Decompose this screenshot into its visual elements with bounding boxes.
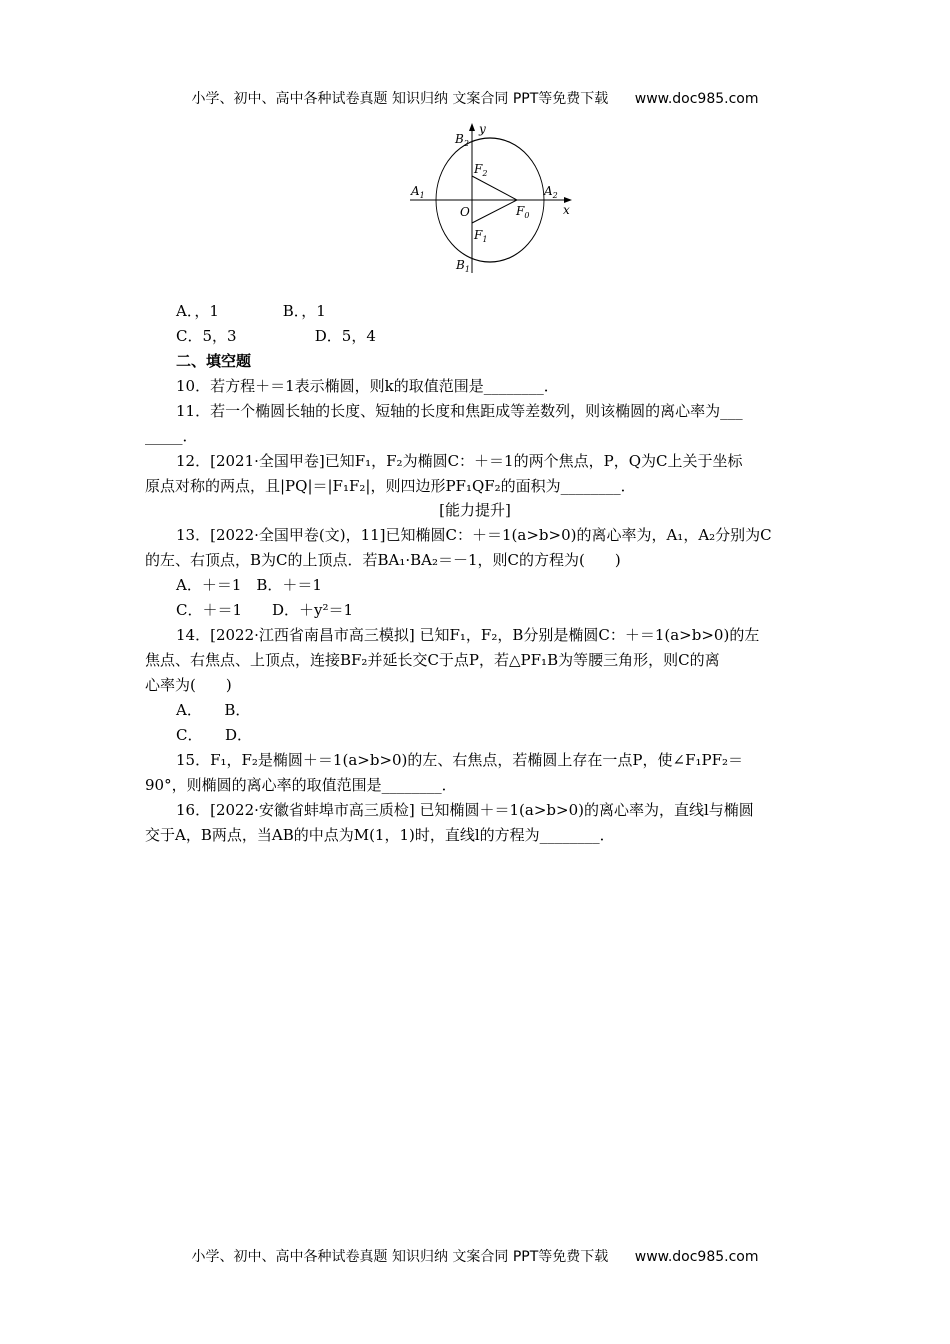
label-b2: $B_2$ — [455, 132, 469, 148]
header-url[interactable]: www.doc985.com — [634, 91, 759, 107]
label-a2: $A_2$ — [544, 184, 558, 200]
label-a1: $A_1$ — [411, 184, 425, 200]
label-b1: $B_1$ — [456, 258, 470, 274]
q9-option-d: D．5，4 — [314, 327, 376, 345]
q13-options-row1: A．＋＝1 B．＋＝1 — [176, 576, 322, 594]
q9-options-row2 — [176, 326, 376, 346]
q14-line3: 心率为( ) — [145, 676, 232, 694]
q9-option-a: A．，1 — [176, 302, 219, 320]
q14-line2: 焦点、右焦点、上顶点，连接BF₂并延长交C于点P，若△PF₁B为等腰三角形，则C的离 — [145, 651, 720, 669]
q14-options-row2: C． D． — [176, 726, 253, 744]
q9-options-row1 — [176, 301, 326, 321]
header-text: 小学、初中、高中各种试卷真题 知识归纳 文案合同 PPT等免费下载 — [191, 91, 609, 107]
label-f1: $F_1$ — [474, 228, 488, 244]
q9-option-c: C．5，3 — [176, 327, 237, 345]
q13-options-row2: C．＋＝1 D．＋y²＝1 — [176, 601, 354, 619]
q12-line2: 原点对称的两点，且|PQ|＝|F₁F₂|，则四边形PF₁QF₂的面积为________． — [145, 477, 636, 495]
q14-line1: 14．[2022·江西省南昌市高三模拟] 已知F₁，F₂，B分别是椭圆C：＋＝1(a>b>0)的左 — [176, 626, 760, 644]
page-footer — [0, 1246, 950, 1266]
q14-options-row1: A． B． — [176, 701, 251, 719]
q11-line2: _____． — [145, 427, 198, 445]
label-f0: $F_0$ — [516, 204, 530, 220]
label-o: O — [460, 205, 470, 219]
footer-url[interactable]: www.doc985.com — [634, 1249, 759, 1265]
q15-line1: 15．F₁，F₂是椭圆＋＝1(a>b>0)的左、右焦点，若椭圆上存在一点P，使∠F₁PF₂＝ — [176, 751, 743, 769]
q13-line1: 13．[2022·全国甲卷(文)，11]已知椭圆C：＋＝1(a>b>0)的离心率为，A₁，A₂分别为C — [176, 526, 772, 544]
q9-option-b: B．，1 — [282, 302, 326, 320]
y-axis-arrow — [469, 123, 475, 131]
q12-line1: 12．[2021·全国甲卷]已知F₁，F₂为椭圆C：＋＝1的两个焦点，P，Q为C上关于坐标 — [176, 452, 743, 470]
label-x: x — [563, 203, 570, 217]
q16-line1: 16．[2022·安徽省蚌埠市高三质检] 已知椭圆＋＝1(a>b>0)的离心率为，直线l与椭圆 — [176, 801, 754, 819]
footer-text: 小学、初中、高中各种试卷真题 知识归纳 文案合同 PPT等免费下载 — [191, 1249, 609, 1265]
page-header — [0, 88, 950, 108]
q16-line2: 交于A，B两点，当AB的中点为M(1，1)时，直线l的方程为________． — [145, 826, 615, 844]
section-fill-in-blank-title: 二、填空题 — [176, 352, 252, 370]
label-y: y — [479, 122, 486, 136]
q13-line2: 的左、右顶点，B为C的上顶点．若BA₁·BA₂＝－1，则C的方程为( ) — [145, 551, 621, 569]
ability-section-title: [能力提升] — [439, 501, 511, 519]
label-f2: $F_2$ — [474, 162, 488, 178]
q15-line2: 90°，则椭圆的离心率的取值范围是________． — [145, 776, 457, 794]
ellipse-figure — [400, 118, 590, 278]
q11-line1: 11．若一个椭圆长轴的长度、短轴的长度和焦距成等差数列，则该椭圆的离心率为___ — [176, 402, 743, 420]
q10-text: 10．若方程＋＝1表示椭圆，则k的取值范围是________． — [176, 377, 559, 395]
